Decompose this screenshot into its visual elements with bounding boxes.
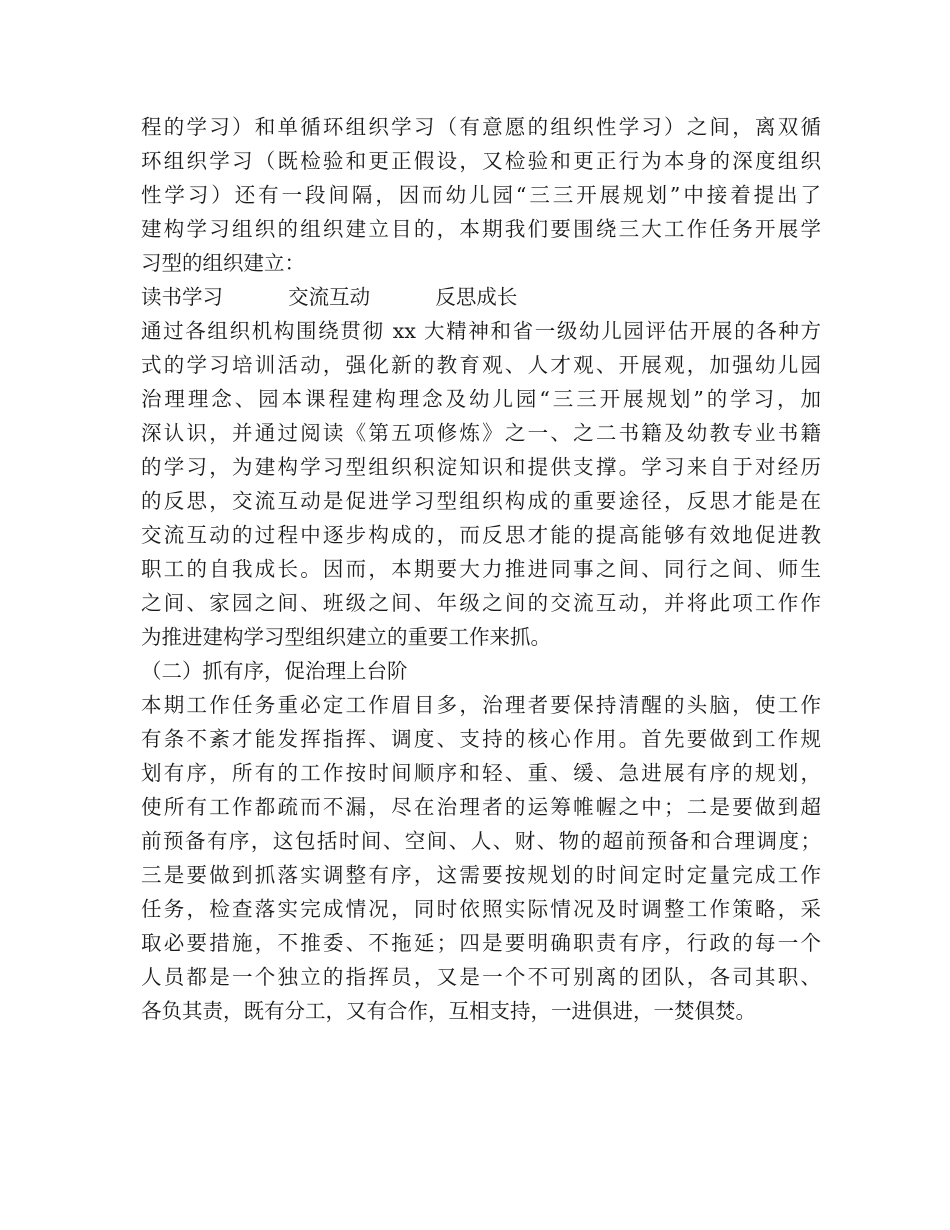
- text-line-9: 治理理念、园本课程建构理念及幼儿园“三三开展规划”的学习，加: [141, 387, 821, 411]
- text-line-21: 使所有工作都疏而不漏，尽在治理者的运筹帷幄之中；二是要做到超: [141, 795, 821, 819]
- text-line-11: 的学习，为建构学习型组织积淀知识和提供支撑。学习来自于对经历: [141, 455, 821, 479]
- text-line-27: 各负其责，既有分工，又有合作，互相支持，一进俱进，一焚俱焚。: [141, 999, 756, 1023]
- text-line-15: 之间、家园之间、班级之间、年级之间的交流互动，并将此项工作作: [141, 591, 821, 615]
- text-line-13: 交流互动的过程中逐步构成的，而反思才能的提高能够有效地促进教: [141, 523, 821, 547]
- text-line-3: 性学习）还有一段间隔，因而幼儿园“三三开展规划”中接着提出了: [141, 183, 821, 207]
- text-line-5: 习型的组织建立：: [141, 251, 305, 275]
- text-line-7: 通过各组织机构围绕贯彻 xx 大精神和省一级幼儿园评估开展的各种方: [141, 319, 821, 343]
- text-line-19: 有条不紊才能发挥指挥、调度、支持的核心作用。首先要做到工作规: [141, 727, 821, 751]
- text-line-22: 前预备有序，这包括时间、空间、人、财、物的超前预备和合理调度；: [141, 829, 821, 853]
- text-line-18: 本期工作任务重必定工作眉目多，治理者要保持清醒的头脑，使工作: [141, 693, 821, 717]
- text-line-16: 为推进建构学习型组织建立的重要工作来抓。: [141, 625, 551, 649]
- text-line-23: 三是要做到抓落实调整有序，这需要按规划的时间定时定量完成工作: [141, 863, 821, 887]
- text-line-6: 读书学习 交流互动 反思成长: [141, 285, 518, 309]
- text-line-20: 划有序，所有的工作按时间顺序和轻、重、缓、急进展有序的规划，: [141, 761, 821, 785]
- section-heading: （二）抓有序，促治理上台阶: [141, 659, 408, 683]
- text-line-14: 职工的自我成长。因而，本期要大力推进同事之间、同行之间、师生: [141, 557, 821, 581]
- text-line-26: 人员都是一个独立的指挥员，又是一个不可别离的团队，各司其职、: [141, 965, 821, 989]
- text-line-4: 建构学习组织的组织建立目的，本期我们要围绕三大工作任务开展学: [141, 217, 821, 241]
- text-line-1: 程的学习）和单循环组织学习（有意愿的组织性学习）之间，离双循: [141, 115, 821, 139]
- document-body: [141, 110, 821, 1028]
- text-line-25: 取必要措施，不推委、不拖延；四是要明确职责有序，行政的每一个: [141, 931, 821, 955]
- text-line-24: 任务，检查落实完成情况，同时依照实际情况及时调整工作策略，采: [141, 897, 821, 921]
- text-line-2: 环组织学习（既检验和更正假设，又检验和更正行为本身的深度组织: [141, 149, 821, 173]
- text-line-8: 式的学习培训活动，强化新的教育观、人才观、开展观，加强幼儿园: [141, 353, 821, 377]
- text-line-12: 的反思，交流互动是促进学习型组织构成的重要途径，反思才能是在: [141, 489, 821, 513]
- text-line-10: 深认识，并通过阅读《第五项修炼》之一、之二书籍及幼教专业书籍: [141, 421, 821, 445]
